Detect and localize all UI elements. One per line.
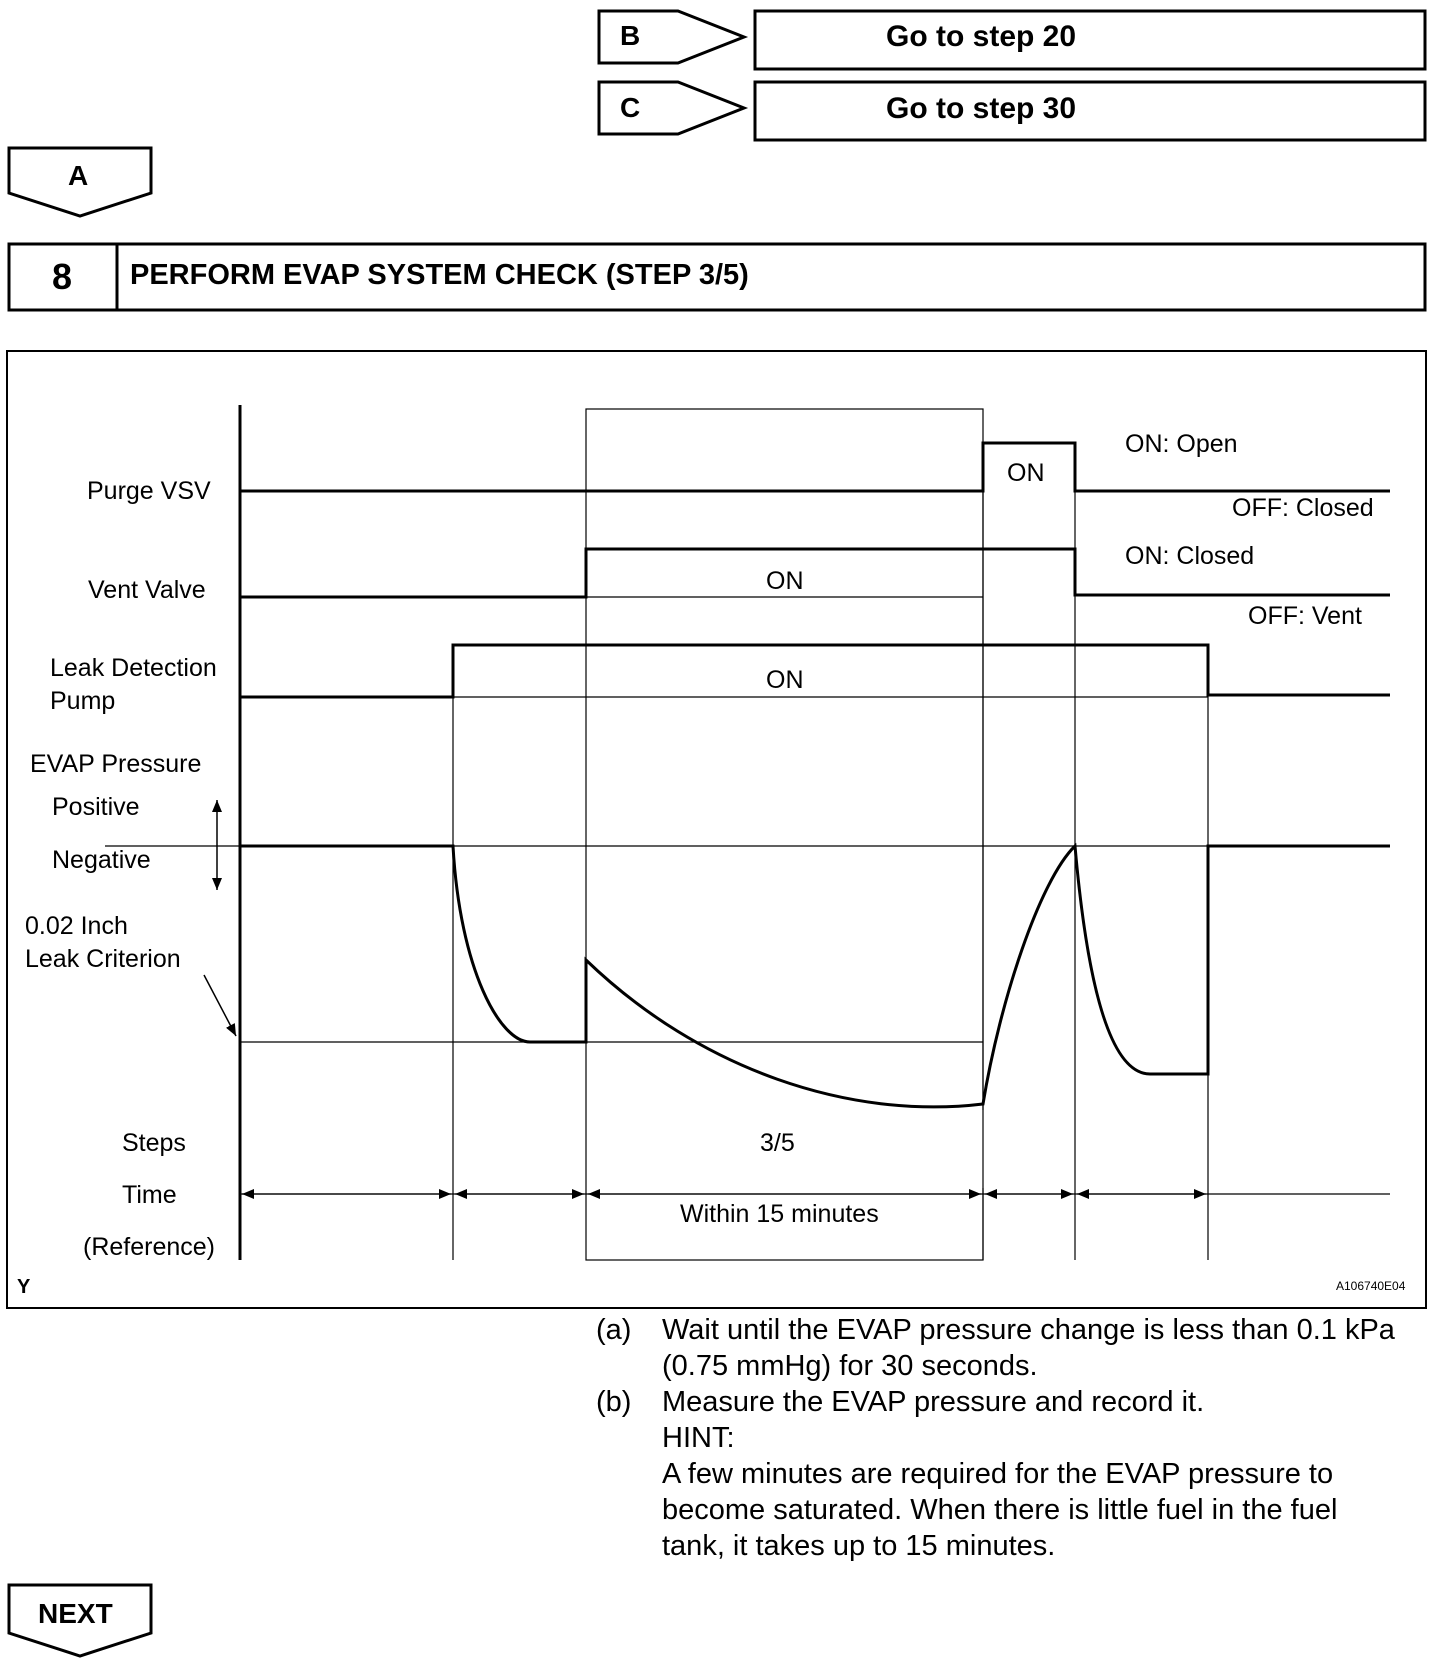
note-a-line: (0.75 mmHg) for 30 seconds. — [662, 1350, 1038, 1382]
label-negative: Negative — [52, 846, 151, 874]
next-label[interactable]: NEXT — [38, 1598, 113, 1629]
hint-line: tank, it takes up to 15 minutes. — [662, 1530, 1056, 1562]
diagram-frame — [7, 351, 1426, 1308]
label-time: Time — [122, 1181, 177, 1209]
vent-on-desc: ON: Closed — [1125, 542, 1255, 570]
label-reference: (Reference) — [83, 1233, 215, 1261]
label-vent-valve: Vent Valve — [88, 576, 206, 604]
branch-b-target[interactable]: Go to step 20 — [886, 20, 1077, 53]
note-b-text — [662, 1384, 1436, 1564]
purge-on-desc: ON: Open — [1125, 430, 1238, 458]
label-positive: Positive — [52, 793, 140, 821]
note-b-label: (b) — [596, 1386, 632, 1418]
step-3-5-label: 3/5 — [760, 1129, 795, 1157]
purge-off-desc: OFF: Closed — [1232, 494, 1374, 522]
leak-pump-waveform — [240, 645, 1390, 697]
note-a-label: (a) — [596, 1314, 632, 1346]
hint-line: A few minutes are required for the EVAP pressure to — [662, 1458, 1334, 1490]
hint-line: become saturated. When there is little fuel in the fuel — [662, 1494, 1338, 1526]
hint-heading: HINT: — [662, 1422, 735, 1454]
branch-c-target[interactable]: Go to step 30 — [886, 92, 1077, 125]
procedure-notes — [596, 1312, 1436, 1564]
pump-on-label: ON — [766, 666, 804, 694]
vent-off-desc: OFF: Vent — [1248, 602, 1362, 630]
corner-mark: Y — [17, 1276, 31, 1298]
label-criterion-1: 0.02 Inch — [25, 912, 128, 940]
note-a-text — [662, 1312, 1436, 1384]
figure-id: A106740E04 — [1336, 1279, 1406, 1293]
note-a-line: Wait until the EVAP pressure change is less than 0.1 kPa — [662, 1314, 1395, 1346]
criterion-pointer — [204, 975, 236, 1036]
note-b-line: Measure the EVAP pressure and record it. — [662, 1386, 1205, 1418]
note-a — [596, 1312, 1436, 1384]
label-steps: Steps — [122, 1129, 186, 1157]
label-leak-pump-1: Leak Detection — [50, 654, 217, 682]
purge-on-label: ON — [1007, 459, 1045, 487]
branch-b-label: B — [620, 20, 641, 51]
note-b — [596, 1384, 1436, 1564]
result-a-label[interactable]: A — [68, 160, 89, 191]
step-title: PERFORM EVAP SYSTEM CHECK (STEP 3/5) — [130, 259, 749, 291]
vent-on-label: ON — [766, 567, 804, 595]
label-evap-pressure: EVAP Pressure — [30, 750, 202, 778]
duration-label: Within 15 minutes — [680, 1200, 879, 1228]
evap-pressure-curve — [240, 846, 1390, 1107]
step-number: 8 — [52, 256, 73, 297]
label-criterion-2: Leak Criterion — [25, 945, 181, 973]
branch-c-label: C — [620, 92, 641, 123]
label-purge-vsv: Purge VSV — [87, 477, 211, 505]
label-leak-pump-2: Pump — [50, 687, 116, 715]
